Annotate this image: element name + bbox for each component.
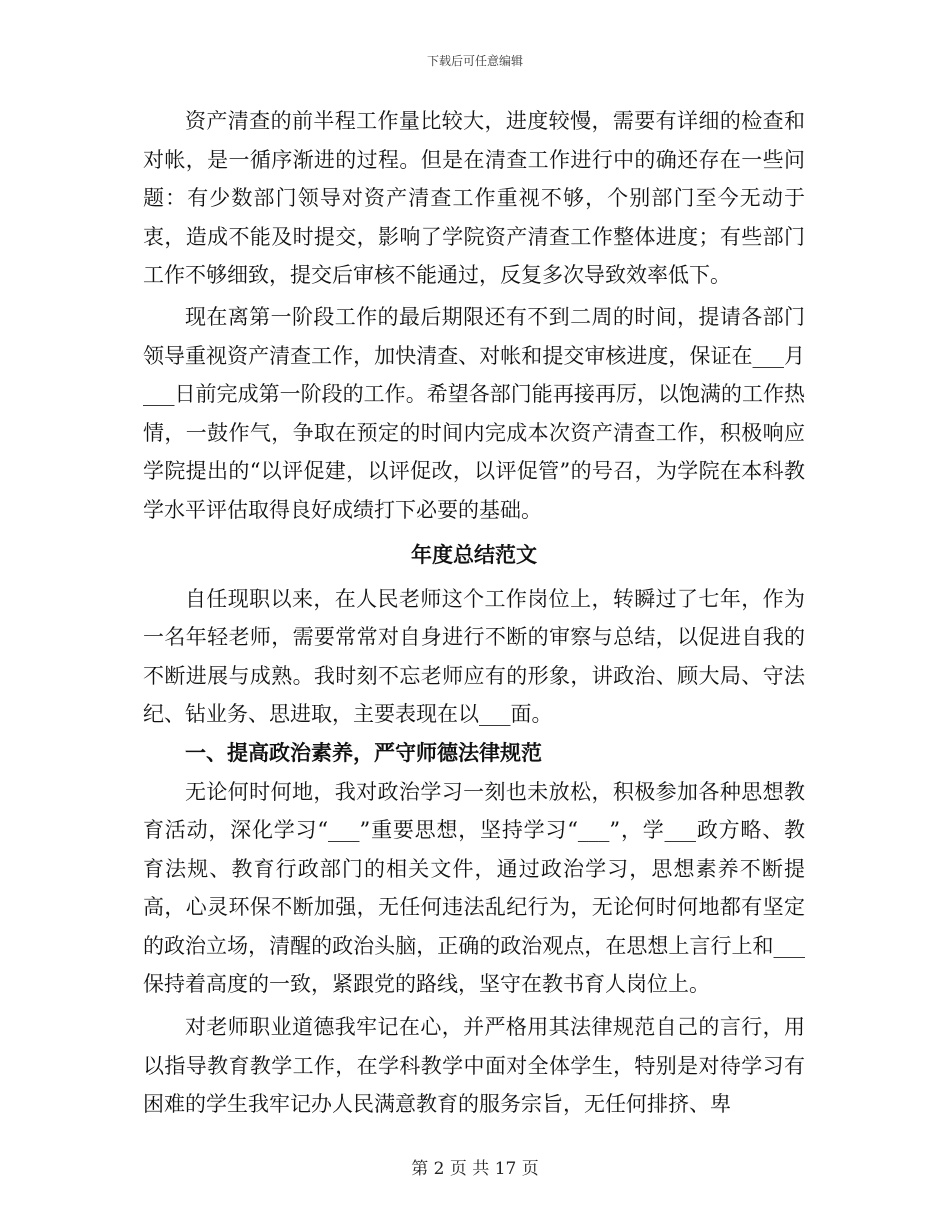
subheading-political-quality: 一、提高政治素养，严守师德法律规范	[185, 739, 542, 765]
section-title: 年度总结范文	[411, 541, 537, 567]
page-number: 第 2 页 共 17 页	[411, 1159, 539, 1179]
paragraph-teacher-ethics: 对老师职业道德我牢记在心，并严格用其法律规范自己的言行，用以指导教育教学工作，在学科教学中面对全体学生，特别是对待学习有困难的学生我牢记办人民满意教育的服务宗旨，无任何排挤、卑	[143, 1015, 805, 1117]
paragraph-political-study: 无论何时何地，我对政治学习一刻也未放松，积极参加各种思想教育活动，深化学习“___”重要思想，坚持学习“___”，学___政方略、教育法规、教育行政部门的相关文件，通过政治学习，思想素养不断提高，心灵环保不断加强，无任何违法乱纪行为，无论何时何地都有坚定的政治立场，清醒的政治头脑，正确的政治观点，在思想上言行上和___保持着高度的一致，紧跟党的路线，坚守在教书育人岗位上。	[143, 779, 805, 997]
document-body	[143, 102, 805, 1124]
paragraph-intro: 自任现职以来，在人民老师这个工作岗位上，转瞬过了七年，作为一名年轻老师，需要常常对自身进行不断的审察与总结，以促进自我的不断进展与成熟。我时刻不忘老师应有的形象，讲政治、顾大局、守法纪、钻业务、思进取，主要表现在以___面。	[143, 586, 805, 727]
page-header: 下载后可任意编辑	[426, 54, 523, 68]
paragraph-deadline-request: 现在离第一阶段工作的最后期限还有不到二周的时间，提请各部门领导重视资产清查工作，加快清查、对帐和提交审核进度，保证在___月___日前完成第一阶段的工作。希望各部门能再接再厉，以饱满的工作热情，一鼓作气，争取在预定的时间内完成本次资产清查工作，积极响应学院提出的“以评促建，以评促改，以评促管”的号召，为学院在本科教学水平评估取得良好成绩打下必要的基础。	[143, 304, 805, 522]
paragraph-asset-progress: 资产清查的前半程工作量比较大，进度较慢，需要有详细的检查和对帐，是一循序渐进的过程。但是在清查工作进行中的确还存在一些问题：有少数部门领导对资产清查工作重视不够，个别部门至今无动于衷，造成不能及时提交，影响了学院资产清查工作整体进度；有些部门工作不够细致，提交后审核不能通过，反复多次导致效率低下。	[143, 109, 805, 288]
